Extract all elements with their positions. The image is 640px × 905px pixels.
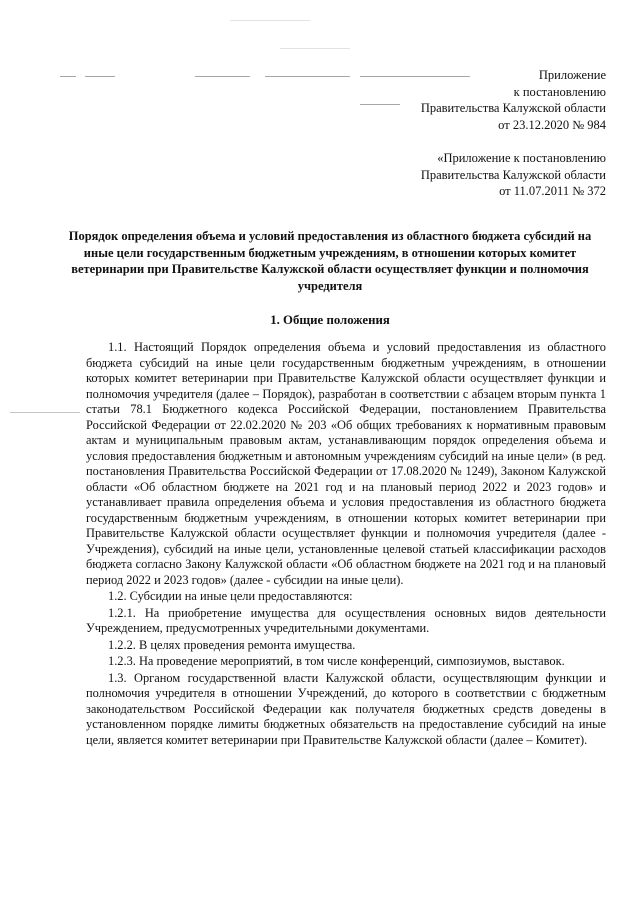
paragraph-1-3: 1.3. Органом государственной власти Калужской области, осуществляющим функции и полномочия учредителя в отношении Учреждений, до которого в соответствии с бюджетным законодательством Российской Федерации как получателя бюджетных средств доведены в установленном порядке лимиты бюджетных обязательств на предоставление субсидий на иные цели, является комитет ветеринарии при Правительстве Калужской области (далее – Комитет).: [86, 670, 606, 747]
appendix-line: от 11.07.2011 № 372: [499, 184, 606, 198]
scan-artifact-line: [360, 104, 400, 105]
appendix-header: [421, 67, 606, 133]
section-body: [86, 340, 606, 748]
scan-artifact-line: [230, 20, 310, 21]
paragraph-1-2-3: 1.2.3. На проведение мероприятий, в том числе конференций, симпозиумов, выставок.: [108, 654, 565, 668]
paragraph-1-1: 1.1. Настоящий Порядок определения объема и условий предоставления из областного бюджета субсидий на иные цели государственным бюджетным учреждениям, в отношении которых комитет ветеринарии при Правительстве Калужской области осуществляет функции и полномочия учредителя (далее – Порядок), разработан в соответствии с абзацем вторым пункта 1 статьи 78.1 Бюджетного кодекса Российской Федерации, постановлением Правительства Российской Федерации от 22.02.2020 № 203 «Об общих требованиях к нормативным правовым актам и муниципальным правовым актам, устанавливающим порядок определения объема и условия предоставления бюджетным и автономным учреждениям субсидий на иные цели» (в ред. постановления Правительства Российской Федерации от 17.08.2020 № 1249), Законом Калужской области «Об областном бюджете на 2021 год и на плановый период 2022 и 2023 годов» и устанавливает правила определения объема и условия предоставления из областного бюджета государственным бюджетным учреждениям, в отношении которых комитет ветеринарии при Правительстве Калужской области осуществляет функции и полномочия учредителя (далее - Учреждения), субсидий на иные цели, установленные целевой статьей классификации расходов бюджета согласно Закону Калужской области «Об областном бюджете на 2021 год и на плановый период 2022 и 2023 годов» (далее - субсидии на иные цели).: [86, 340, 606, 587]
scan-artifact-line: [280, 48, 350, 49]
scan-artifact-line: [195, 76, 250, 77]
scan-artifact-line: [265, 76, 350, 77]
paragraph-1-2-2: 1.2.2. В целях проведения ремонта имущества.: [108, 637, 356, 652]
original-appendix-header: [421, 150, 606, 200]
paragraph-1-2-1: 1.2.1. На приобретение имущества для осуществления основных видов деятельности Учреждением, предусмотренных учредительными документами.: [86, 605, 606, 635]
scan-artifact-line: [10, 412, 80, 413]
scan-artifact-line: [60, 76, 76, 77]
paragraph-1-2: 1.2. Субсидии на иные цели предоставляются:: [108, 589, 353, 603]
section-heading: 1. Общие положения: [270, 313, 390, 327]
scan-artifact-line: [85, 76, 115, 77]
appendix-line: к постановлению: [513, 84, 606, 99]
appendix-line: Приложение: [538, 68, 606, 82]
appendix-line: «Приложение к постановлению: [437, 151, 606, 165]
appendix-line: от 23.12.2020 № 984: [498, 117, 606, 132]
document-title: Порядок определения объема и условий предоставления из областного бюджета субсидий на иные цели государственным бюджетным учреждениям, в отношении которых комитет ветеринарии при Правительстве Калужской области осуществляет функции и полномочия учредителя: [68, 229, 592, 293]
appendix-line: Правительства Калужской области: [420, 167, 606, 182]
appendix-line: Правительства Калужской области: [420, 101, 606, 115]
